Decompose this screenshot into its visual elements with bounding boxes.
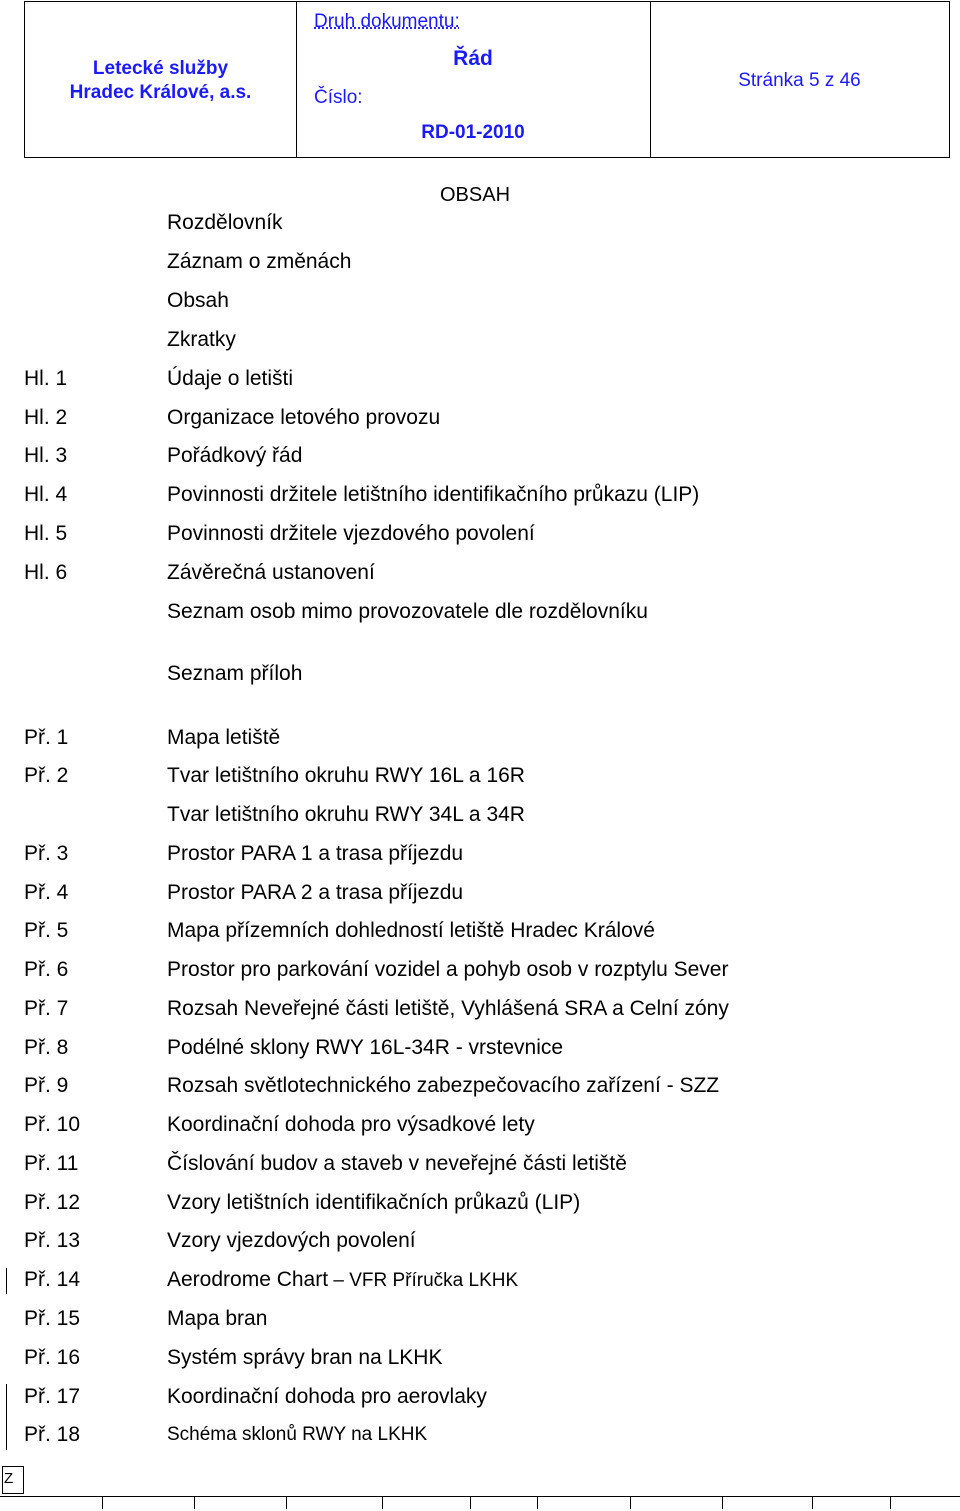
attachment-title: Koordinační dohoda pro aerovlaky (167, 1385, 487, 1408)
footer-tick (194, 1496, 195, 1509)
footer-tick (537, 1496, 538, 1509)
footer-rule (0, 1496, 960, 1497)
attachment-label: Př. 6 (24, 958, 69, 981)
footer-mark: Z (4, 1470, 14, 1487)
company-name (25, 57, 296, 105)
attachment-title: Systém správy bran na LKHK (167, 1346, 443, 1369)
number-label: Číslo: (314, 87, 363, 108)
attachment-title: Mapa přízemních dohledností letiště Hradec Králové (167, 919, 655, 942)
page-number: Stránka 5 z 46 (738, 70, 861, 91)
attachment-label: Př. 13 (24, 1229, 81, 1252)
company-line-2: Hradec Králové, a.s. (69, 82, 252, 103)
attachment-label: Př. 17 (24, 1385, 81, 1408)
chapter-label: Hl. 6 (24, 561, 68, 584)
page-cell (650, 2, 949, 157)
chapter-title: Povinnosti držitele vjezdového povolení (167, 522, 535, 545)
attachment-title: Podélné sklony RWY 16L-34R - vrstevnice (167, 1036, 564, 1059)
toc-item: Rozdělovník (167, 211, 283, 234)
chapter-label: Hl. 5 (24, 522, 68, 545)
attachment-label: Př. 4 (24, 881, 69, 904)
change-bar (6, 1268, 7, 1294)
attachment-title: Prostor PARA 1 a trasa příjezdu (167, 842, 464, 865)
attachment-title: Mapa letiště (167, 726, 281, 749)
attachment-label: Př. 7 (24, 997, 69, 1020)
chapter-label: Hl. 2 (24, 406, 68, 429)
chapter-title: Povinnosti držitele letištního identifikačního průkazu (LIP) (167, 483, 700, 506)
toc-item: Zkratky (167, 328, 236, 351)
attachment-title: Tvar letištního okruhu RWY 16L a 16R (167, 764, 525, 787)
attachment-label: Př. 8 (24, 1036, 69, 1059)
doctype-cell (296, 2, 651, 157)
attachment-label: Př. 5 (24, 919, 69, 942)
attachment-title: Číslování budov a staveb v neveřejné části letiště (167, 1152, 627, 1175)
attachment-label: Př. 1 (24, 726, 69, 749)
document-header (24, 1, 950, 158)
attachment-label: Př. 11 (24, 1152, 79, 1175)
attachment-label: Př. 16 (24, 1346, 81, 1369)
attachment-label: Př. 9 (24, 1074, 69, 1097)
attachment-title: Vzory vjezdových povolení (167, 1229, 416, 1252)
attachment-label: Př. 14 (24, 1268, 81, 1291)
doctype-value: Řád (453, 47, 493, 70)
attachments-heading: Seznam příloh (167, 662, 303, 685)
chapter-title: Údaje o letišti (167, 367, 294, 390)
number-value: RD-01-2010 (421, 122, 525, 143)
attachment-label: Př. 10 (24, 1113, 81, 1136)
attachment-title: Prostor PARA 2 a trasa příjezdu (167, 881, 464, 904)
attachment-title: Prostor pro parkování vozidel a pohyb osob v rozptylu Sever (167, 958, 729, 981)
toc-item: Obsah (167, 289, 229, 312)
footer-tick (286, 1496, 287, 1509)
company-line-1: Letecké služby (92, 58, 229, 79)
attachment-label: Př. 18 (24, 1423, 81, 1446)
footer-tick (630, 1496, 631, 1509)
chapter-label: Hl. 4 (24, 483, 68, 506)
attachment-title: Vzory letištních identifikačních průkazů (LIP) (167, 1191, 581, 1214)
attachment-label: Př. 3 (24, 842, 69, 865)
chapter-label: Hl. 1 (24, 367, 68, 390)
footer-tick (890, 1496, 891, 1509)
footer-tick (470, 1496, 471, 1509)
chapter-label: Hl. 3 (24, 444, 68, 467)
attachment-title: Schéma sklonů RWY na LKHK (167, 1424, 428, 1445)
chapter-title: Organizace letového provozu (167, 406, 441, 429)
attachment-label: Př. 12 (24, 1191, 81, 1214)
attachment-label: Př. 2 (24, 764, 69, 787)
footer-tick (812, 1496, 813, 1509)
attachment-title-note: – VFR Příručka LKHK (328, 1270, 519, 1291)
footer-tick (102, 1496, 103, 1509)
toc-item: Záznam o změnách (167, 250, 352, 273)
attachment-title: Mapa bran (167, 1307, 268, 1330)
attachment-title: Rozsah světlotechnického zabezpečovacího zařízení - SZZ (167, 1074, 720, 1097)
chapter-title: Závěrečná ustanovení (167, 561, 375, 584)
attachment-label: Př. 15 (24, 1307, 81, 1330)
attachment-title: Tvar letištního okruhu RWY 34L a 34R (167, 803, 525, 826)
attachment-title (167, 1267, 518, 1294)
attachment-title: Rozsah Neveřejné části letiště, Vyhlášená SRA a Celní zóny (167, 997, 729, 1020)
change-bar (6, 1384, 7, 1450)
company-cell (25, 2, 297, 157)
page-title: OBSAH (440, 184, 511, 206)
attachment-title: Koordinační dohoda pro výsadkové lety (167, 1113, 535, 1136)
footer-tick (722, 1496, 723, 1509)
doctype-label: Druh dokumentu: (314, 11, 460, 32)
chapter-title: Pořádkový řád (167, 444, 303, 467)
attachment-title-main: Aerodrome Chart (167, 1268, 329, 1291)
external-list: Seznam osob mimo provozovatele dle rozdělovníku (167, 600, 648, 623)
footer-tick (382, 1496, 383, 1509)
